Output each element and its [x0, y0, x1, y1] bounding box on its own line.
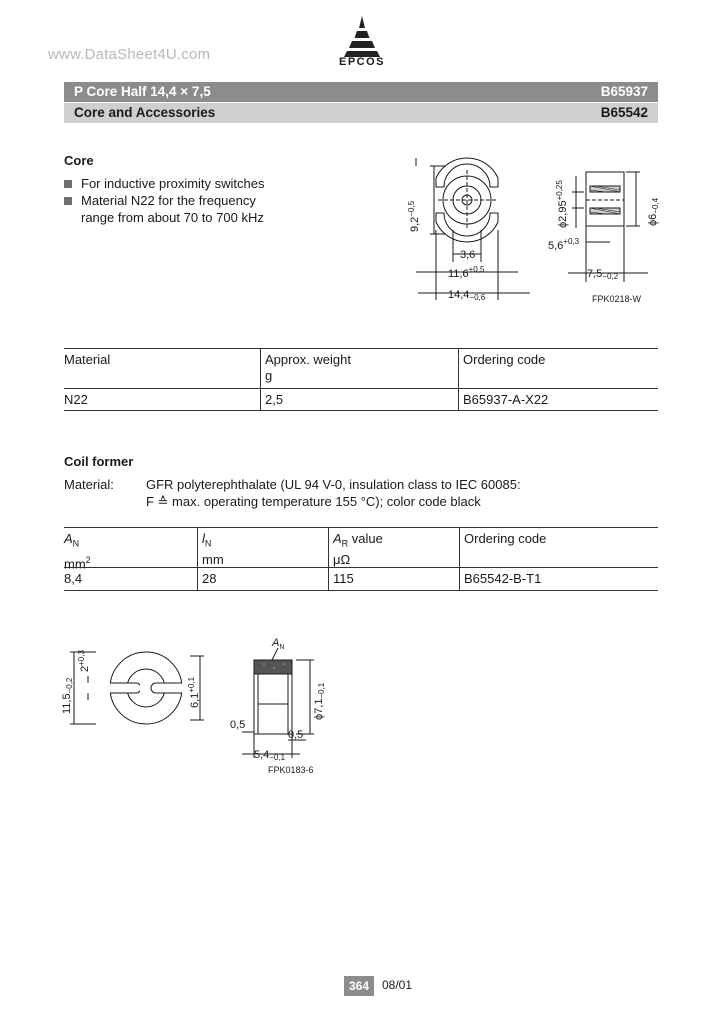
product-subcode: B65542 — [600, 105, 648, 120]
bullet-icon — [64, 197, 72, 205]
core-technical-drawing — [400, 150, 662, 310]
svg-text:5,4−0,1 — [254, 749, 286, 762]
core-dim-mid: 11,6 — [448, 268, 469, 280]
cell-ln: 28 — [197, 568, 328, 590]
product-subtitle: Core and Accessories — [74, 105, 216, 120]
subtitle-band — [64, 103, 658, 123]
svg-text:11,6+0,5 — [448, 265, 485, 280]
product-title: P Core Half 14,4 × 7,5 — [74, 84, 211, 99]
core-drawing-ref: FPK0218-W — [592, 294, 642, 304]
header-weight-label: Approx. weight — [265, 352, 351, 367]
cell-ar: 115 — [328, 568, 459, 590]
svg-text:2+0,3 — [77, 650, 91, 672]
title-band — [64, 82, 658, 102]
header-ln — [197, 528, 328, 567]
table-header-row — [64, 528, 658, 571]
header-weight-unit: g — [265, 368, 273, 383]
coil-material-label: Material: — [64, 477, 114, 492]
table-row — [64, 388, 658, 410]
core-dim-length: 7,5 — [587, 268, 603, 280]
coil-heading: Coil former — [64, 454, 134, 469]
coil-material-line-1: GFR polyterephthalate (UL 94 V-0, insulation class to IEC 60085: — [146, 477, 521, 492]
header-an-unit: mm — [64, 555, 86, 571]
core-dim-pin: ϕ2,95 — [557, 200, 569, 228]
core-dim-outer-tol: −0,6 — [469, 293, 486, 302]
core-dim-height-tol: −0,5 — [407, 200, 416, 217]
coil-an-sub: N — [279, 644, 285, 651]
core-bullet-2: Material N22 for the frequency — [81, 193, 256, 208]
coil-dim-inner-tol: +0,1 — [187, 676, 196, 693]
svg-text:ϕ7,1−0,1 — [313, 682, 326, 720]
core-table — [64, 348, 658, 411]
header-ln-unit: mm — [202, 551, 224, 567]
svg-text:9,2−0,5 — [407, 200, 421, 232]
core-dim-height: 9,2 — [409, 216, 421, 232]
header-ordering-code: Ordering code — [459, 528, 658, 567]
coil-dim-width-tol: −0,1 — [269, 753, 286, 762]
header-ar — [328, 528, 459, 567]
coil-dim-outer: 11,5 — [61, 693, 73, 714]
header-ar-symbol: A — [333, 531, 342, 546]
core-heading: Core — [64, 153, 94, 168]
coil-dim-wall-right: 0,5 — [288, 729, 304, 741]
coil-dim-slot: 2 — [79, 665, 91, 672]
core-dim-inner: 3,6 — [460, 249, 476, 261]
coil-dim-outer-tol: −0,2 — [65, 677, 74, 694]
cell-an: 8,4 — [64, 571, 83, 586]
core-dim-depth-tol: +0,3 — [563, 237, 580, 246]
coil-drawing-ref: FPK0183-6 — [268, 765, 314, 775]
page-number: 364 — [344, 976, 374, 996]
core-dim-depth: 5,6 — [548, 240, 564, 252]
table-header-row — [64, 349, 658, 388]
coil-dim-inner: 6,1 — [189, 692, 201, 708]
svg-text:AN — [271, 637, 284, 651]
core-dim-dia: ϕ6 — [647, 213, 659, 226]
page-date: 08/01 — [382, 978, 413, 992]
core-bullet-1: For inductive proximity switches — [81, 176, 265, 191]
cell-ordering-code: B65937-A-X22 — [458, 389, 658, 410]
header-an-unit-sup: 2 — [85, 554, 91, 565]
header-ln-symbol: l — [202, 531, 205, 546]
header-ln-sub: N — [204, 538, 212, 549]
coil-material-line-2: F ≙ max. operating temperature 155 °C); color code black — [146, 494, 481, 509]
header-ar-rest: value — [348, 531, 383, 546]
svg-text:7,5−0,2 — [587, 268, 619, 281]
core-dim-pin-tol: +0,25 — [555, 180, 564, 201]
core-dim-outer: 14,4 — [448, 289, 470, 301]
coil-dim-dia-tol: −0,1 — [317, 682, 326, 699]
coil-dim-dia: ϕ7,1 — [313, 698, 325, 720]
product-code: B65937 — [600, 84, 648, 99]
coil-dim-width: 5,4 — [254, 749, 270, 761]
header-material: Material — [64, 352, 111, 367]
brand-name: EPCOS — [338, 56, 385, 68]
coil-dim-wall-left: 0,5 — [230, 719, 246, 731]
cell-weight: 2,5 — [260, 389, 458, 410]
core-dim-dia-tol: −0,4 — [651, 197, 660, 214]
cell-material: N22 — [64, 392, 88, 407]
svg-text:ϕ2,95+0,25 — [555, 180, 569, 228]
core-dim-length-tol: −0,2 — [602, 272, 619, 281]
header-an-sub: N — [72, 538, 80, 549]
header-an-symbol: A — [64, 531, 73, 546]
coil-former-technical-drawing — [56, 628, 326, 778]
cell-ordering-code: B65542-B-T1 — [459, 568, 658, 590]
coil-an-label: A — [272, 637, 280, 649]
svg-text:6,1+0,1 — [187, 676, 201, 708]
core-dim-mid-tol: +0,5 — [468, 265, 485, 274]
coil-table — [64, 527, 658, 591]
header-ar-sub: R — [341, 538, 349, 549]
svg-text:11,5−0,2 — [61, 677, 74, 714]
bullet-icon — [64, 180, 72, 188]
table-row — [64, 567, 658, 590]
header-ar-unit: μΩ — [333, 551, 351, 567]
core-bullet-3: range from about 70 to 700 kHz — [81, 210, 264, 225]
watermark: www.DataSheet4U.com — [48, 46, 211, 63]
svg-text:14,4−0,6 — [448, 289, 486, 302]
svg-text:ϕ6−0,4 — [647, 197, 660, 226]
header-ordering-code: Ordering code — [458, 349, 658, 388]
header-weight — [260, 349, 458, 388]
header-an — [64, 528, 197, 571]
coil-dim-slot-tol: +0,3 — [77, 650, 86, 666]
svg-text:5,6+0,3 — [548, 237, 580, 252]
